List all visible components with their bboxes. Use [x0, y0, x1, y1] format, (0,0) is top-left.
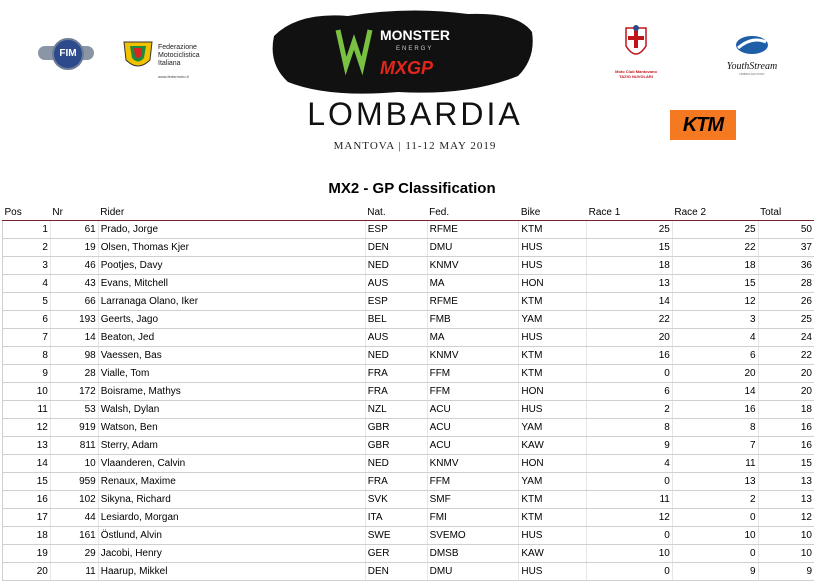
cell-rider: Vaessen, Bas	[98, 347, 365, 365]
cell-nr: 919	[50, 419, 98, 437]
cell-total: 10	[758, 545, 814, 563]
cell-nr: 46	[50, 257, 98, 275]
cell-bike: HON	[519, 383, 587, 401]
cell-nr: 66	[50, 293, 98, 311]
cell-nr: 11	[50, 563, 98, 581]
cell-nr: 29	[50, 545, 98, 563]
cell-race2: 11	[672, 455, 758, 473]
cell-race2: 22	[672, 239, 758, 257]
mxgp-text: MXGP	[380, 58, 434, 78]
cell-nat: ESP	[365, 221, 427, 239]
fmi-logo	[122, 36, 222, 80]
table-row	[3, 545, 815, 563]
cell-race1: 0	[587, 365, 673, 383]
cell-nat: FRA	[365, 365, 427, 383]
monster-text: MONSTER	[380, 27, 450, 43]
cell-nat: DEN	[365, 239, 427, 257]
cell-nr: 161	[50, 527, 98, 545]
youthstream-logo	[712, 34, 792, 74]
cell-total: 28	[758, 275, 814, 293]
cell-nr: 53	[50, 401, 98, 419]
cell-bike: HUS	[519, 527, 587, 545]
cell-race2: 6	[672, 347, 758, 365]
cell-race1: 13	[587, 275, 673, 293]
cell-pos: 11	[3, 401, 51, 419]
cell-bike: KAW	[519, 545, 587, 563]
cell-rider: Sikyna, Richard	[98, 491, 365, 509]
cell-nat: NED	[365, 347, 427, 365]
cell-nat: BEL	[365, 311, 427, 329]
cell-nat: SWE	[365, 527, 427, 545]
cell-nr: 28	[50, 365, 98, 383]
cell-nat: DEN	[365, 563, 427, 581]
cell-nr: 14	[50, 329, 98, 347]
cell-nr: 61	[50, 221, 98, 239]
cell-bike: HUS	[519, 563, 587, 581]
cell-nat: ESP	[365, 293, 427, 311]
cell-total: 22	[758, 347, 814, 365]
cell-bike: HUS	[519, 257, 587, 275]
cell-nr: 19	[50, 239, 98, 257]
cell-race1: 0	[587, 527, 673, 545]
cell-bike: YAM	[519, 473, 587, 491]
cell-nat: FRA	[365, 383, 427, 401]
table-row	[3, 383, 815, 401]
cell-nr: 44	[50, 509, 98, 527]
table-row	[3, 239, 815, 257]
cell-rider: Watson, Ben	[98, 419, 365, 437]
cell-race2: 25	[672, 221, 758, 239]
cell-nr: 98	[50, 347, 98, 365]
col-header-bike: Bike	[519, 204, 587, 221]
cell-fed: KNMV	[427, 257, 519, 275]
cell-rider: Larranaga Olano, Iker	[98, 293, 365, 311]
cell-nat: GBR	[365, 419, 427, 437]
col-header-race1: Race 1	[587, 204, 673, 221]
cell-race2: 16	[672, 401, 758, 419]
cell-nat: NED	[365, 455, 427, 473]
table-row	[3, 401, 815, 419]
table-header-row	[3, 204, 815, 221]
cell-fed: ACU	[427, 437, 519, 455]
cell-total: 50	[758, 221, 814, 239]
cell-pos: 1	[3, 221, 51, 239]
cell-race2: 20	[672, 365, 758, 383]
cell-total: 25	[758, 311, 814, 329]
cell-fed: MA	[427, 275, 519, 293]
cell-race1: 10	[587, 545, 673, 563]
cell-race2: 3	[672, 311, 758, 329]
cell-pos: 12	[3, 419, 51, 437]
cell-bike: HON	[519, 275, 587, 293]
cell-bike: KTM	[519, 221, 587, 239]
cell-pos: 19	[3, 545, 51, 563]
cell-rider: Olsen, Thomas Kjer	[98, 239, 365, 257]
cell-pos: 5	[3, 293, 51, 311]
cell-fed: SMF	[427, 491, 519, 509]
table-row	[3, 329, 815, 347]
fim-logo-text: FIM	[52, 38, 84, 70]
cell-total: 26	[758, 293, 814, 311]
cell-total: 16	[758, 419, 814, 437]
cell-fed: RFME	[427, 293, 519, 311]
cell-total: 20	[758, 383, 814, 401]
cell-fed: FFM	[427, 383, 519, 401]
cell-fed: KNMV	[427, 347, 519, 365]
cell-rider: Pootjes, Davy	[98, 257, 365, 275]
cell-rider: Renaux, Maxime	[98, 473, 365, 491]
cell-pos: 4	[3, 275, 51, 293]
cell-total: 37	[758, 239, 814, 257]
cell-race2: 18	[672, 257, 758, 275]
cell-nat: FRA	[365, 473, 427, 491]
cell-rider: Lesiardo, Morgan	[98, 509, 365, 527]
cell-rider: Evans, Mitchell	[98, 275, 365, 293]
cell-bike: HUS	[519, 401, 587, 419]
cell-total: 13	[758, 473, 814, 491]
cell-race2: 4	[672, 329, 758, 347]
cell-rider: Jacobi, Henry	[98, 545, 365, 563]
cell-nr: 102	[50, 491, 98, 509]
youthstream-name: YouthStream	[726, 61, 778, 72]
cell-bike: HUS	[519, 329, 587, 347]
table-row	[3, 563, 815, 581]
cell-pos: 13	[3, 437, 51, 455]
cell-total: 13	[758, 491, 814, 509]
cell-total: 16	[758, 437, 814, 455]
cell-pos: 17	[3, 509, 51, 527]
cell-pos: 3	[3, 257, 51, 275]
cell-nat: NZL	[365, 401, 427, 419]
event-header	[0, 0, 824, 170]
cell-total: 12	[758, 509, 814, 527]
col-header-race2: Race 2	[672, 204, 758, 221]
col-header-rider: Rider	[98, 204, 365, 221]
cell-total: 20	[758, 365, 814, 383]
cell-bike: HUS	[519, 239, 587, 257]
cell-race1: 15	[587, 239, 673, 257]
youthstream-swoosh-icon	[734, 34, 770, 56]
youthstream-subtitle: URBAN FACTORY	[739, 72, 765, 76]
cell-total: 18	[758, 401, 814, 419]
table-row	[3, 437, 815, 455]
cell-race1: 22	[587, 311, 673, 329]
cell-race1: 8	[587, 419, 673, 437]
cell-nat: AUS	[365, 329, 427, 347]
cell-pos: 15	[3, 473, 51, 491]
cell-rider: Walsh, Dylan	[98, 401, 365, 419]
cell-race1: 20	[587, 329, 673, 347]
col-header-total: Total	[758, 204, 814, 221]
cell-race2: 0	[672, 545, 758, 563]
cell-total: 24	[758, 329, 814, 347]
club-emblem-icon	[623, 24, 649, 64]
cell-pos: 8	[3, 347, 51, 365]
cell-pos: 16	[3, 491, 51, 509]
cell-rider: Vialle, Tom	[98, 365, 365, 383]
cell-total: 9	[758, 563, 814, 581]
cell-bike: KTM	[519, 293, 587, 311]
page-title: MX2 - GP Classification	[328, 180, 496, 197]
cell-race1: 2	[587, 401, 673, 419]
cell-nat: ITA	[365, 509, 427, 527]
cell-pos: 14	[3, 455, 51, 473]
cell-fed: ACU	[427, 401, 519, 419]
cell-bike: HON	[519, 455, 587, 473]
table-row	[3, 275, 815, 293]
table-row	[3, 293, 815, 311]
table-row	[3, 527, 815, 545]
cell-pos: 20	[3, 563, 51, 581]
cell-race2: 15	[672, 275, 758, 293]
cell-fed: DMU	[427, 563, 519, 581]
fim-logo	[38, 34, 94, 74]
cell-race1: 18	[587, 257, 673, 275]
cell-race2: 7	[672, 437, 758, 455]
cell-nat: NED	[365, 257, 427, 275]
fmi-url: www.federmoto.it	[158, 74, 189, 79]
cell-rider: Prado, Jorge	[98, 221, 365, 239]
cell-total: 15	[758, 455, 814, 473]
table-row	[3, 491, 815, 509]
ktm-logo: KTM	[670, 110, 736, 140]
cell-race2: 9	[672, 563, 758, 581]
cell-nr: 10	[50, 455, 98, 473]
cell-nat: GBR	[365, 437, 427, 455]
cell-nat: AUS	[365, 275, 427, 293]
col-header-nat: Nat.	[365, 204, 427, 221]
cell-fed: DMU	[427, 239, 519, 257]
cell-nr: 43	[50, 275, 98, 293]
cell-race1: 0	[587, 563, 673, 581]
moto-club-mantovano-logo	[606, 24, 666, 88]
cell-bike: KTM	[519, 365, 587, 383]
cell-pos: 10	[3, 383, 51, 401]
cell-race1: 0	[587, 473, 673, 491]
cell-race2: 14	[672, 383, 758, 401]
table-row	[3, 455, 815, 473]
table-row	[3, 311, 815, 329]
cell-fed: FMB	[427, 311, 519, 329]
monster-mxgp-logo	[268, 6, 538, 98]
mxgp-brush-icon	[268, 6, 538, 98]
table-row	[3, 473, 815, 491]
cell-bike: YAM	[519, 419, 587, 437]
cell-nr: 959	[50, 473, 98, 491]
cell-bike: KTM	[519, 491, 587, 509]
club-subtitle: TAZIO NUVOLARI	[619, 74, 653, 79]
club-name: Moto Club Mantovano	[615, 69, 657, 74]
cell-bike: KTM	[519, 347, 587, 365]
cell-fed: FMI	[427, 509, 519, 527]
cell-race1: 25	[587, 221, 673, 239]
table-row	[3, 365, 815, 383]
cell-total: 36	[758, 257, 814, 275]
table-row	[3, 221, 815, 239]
cell-nat: SVK	[365, 491, 427, 509]
cell-pos: 9	[3, 365, 51, 383]
cell-race1: 4	[587, 455, 673, 473]
cell-race2: 13	[672, 473, 758, 491]
cell-race1: 16	[587, 347, 673, 365]
cell-pos: 6	[3, 311, 51, 329]
cell-fed: ACU	[427, 419, 519, 437]
table-row	[3, 257, 815, 275]
cell-rider: Beaton, Jed	[98, 329, 365, 347]
cell-nat: GER	[365, 545, 427, 563]
cell-fed: FFM	[427, 473, 519, 491]
cell-race1: 12	[587, 509, 673, 527]
cell-fed: DMSB	[427, 545, 519, 563]
col-header-nr: Nr	[50, 204, 98, 221]
cell-race2: 10	[672, 527, 758, 545]
cell-pos: 18	[3, 527, 51, 545]
table-row	[3, 509, 815, 527]
cell-total: 10	[758, 527, 814, 545]
cell-race1: 9	[587, 437, 673, 455]
energy-text: ENERGY	[396, 46, 434, 52]
cell-rider: Östlund, Alvin	[98, 527, 365, 545]
cell-bike: YAM	[519, 311, 587, 329]
cell-rider: Sterry, Adam	[98, 437, 365, 455]
cell-rider: Boisrame, Mathys	[98, 383, 365, 401]
cell-pos: 2	[3, 239, 51, 257]
cell-bike: KAW	[519, 437, 587, 455]
fmi-text: Federazione Motociclistica Italiana	[158, 44, 200, 67]
cell-rider: Haarup, Mikkel	[98, 563, 365, 581]
cell-race1: 6	[587, 383, 673, 401]
cell-bike: KTM	[519, 509, 587, 527]
col-header-pos: Pos	[3, 204, 51, 221]
cell-fed: SVEMO	[427, 527, 519, 545]
fmi-shield-icon	[122, 38, 154, 72]
event-name: LOMBARDIA	[307, 96, 523, 132]
cell-race2: 12	[672, 293, 758, 311]
event-dates: MANTOVA | 11-12 MAY 2019	[333, 140, 497, 152]
cell-fed: FFM	[427, 365, 519, 383]
cell-fed: MA	[427, 329, 519, 347]
cell-rider: Vlaanderen, Calvin	[98, 455, 365, 473]
cell-race1: 11	[587, 491, 673, 509]
table-row	[3, 347, 815, 365]
cell-race2: 2	[672, 491, 758, 509]
table-body	[3, 221, 815, 581]
cell-nr: 811	[50, 437, 98, 455]
cell-pos: 7	[3, 329, 51, 347]
classification-table	[2, 204, 814, 581]
cell-nr: 172	[50, 383, 98, 401]
cell-race2: 0	[672, 509, 758, 527]
cell-rider: Geerts, Jago	[98, 311, 365, 329]
table-row	[3, 419, 815, 437]
cell-fed: KNMV	[427, 455, 519, 473]
col-header-fed: Fed.	[427, 204, 519, 221]
cell-nr: 193	[50, 311, 98, 329]
cell-race2: 8	[672, 419, 758, 437]
cell-fed: RFME	[427, 221, 519, 239]
cell-race1: 14	[587, 293, 673, 311]
